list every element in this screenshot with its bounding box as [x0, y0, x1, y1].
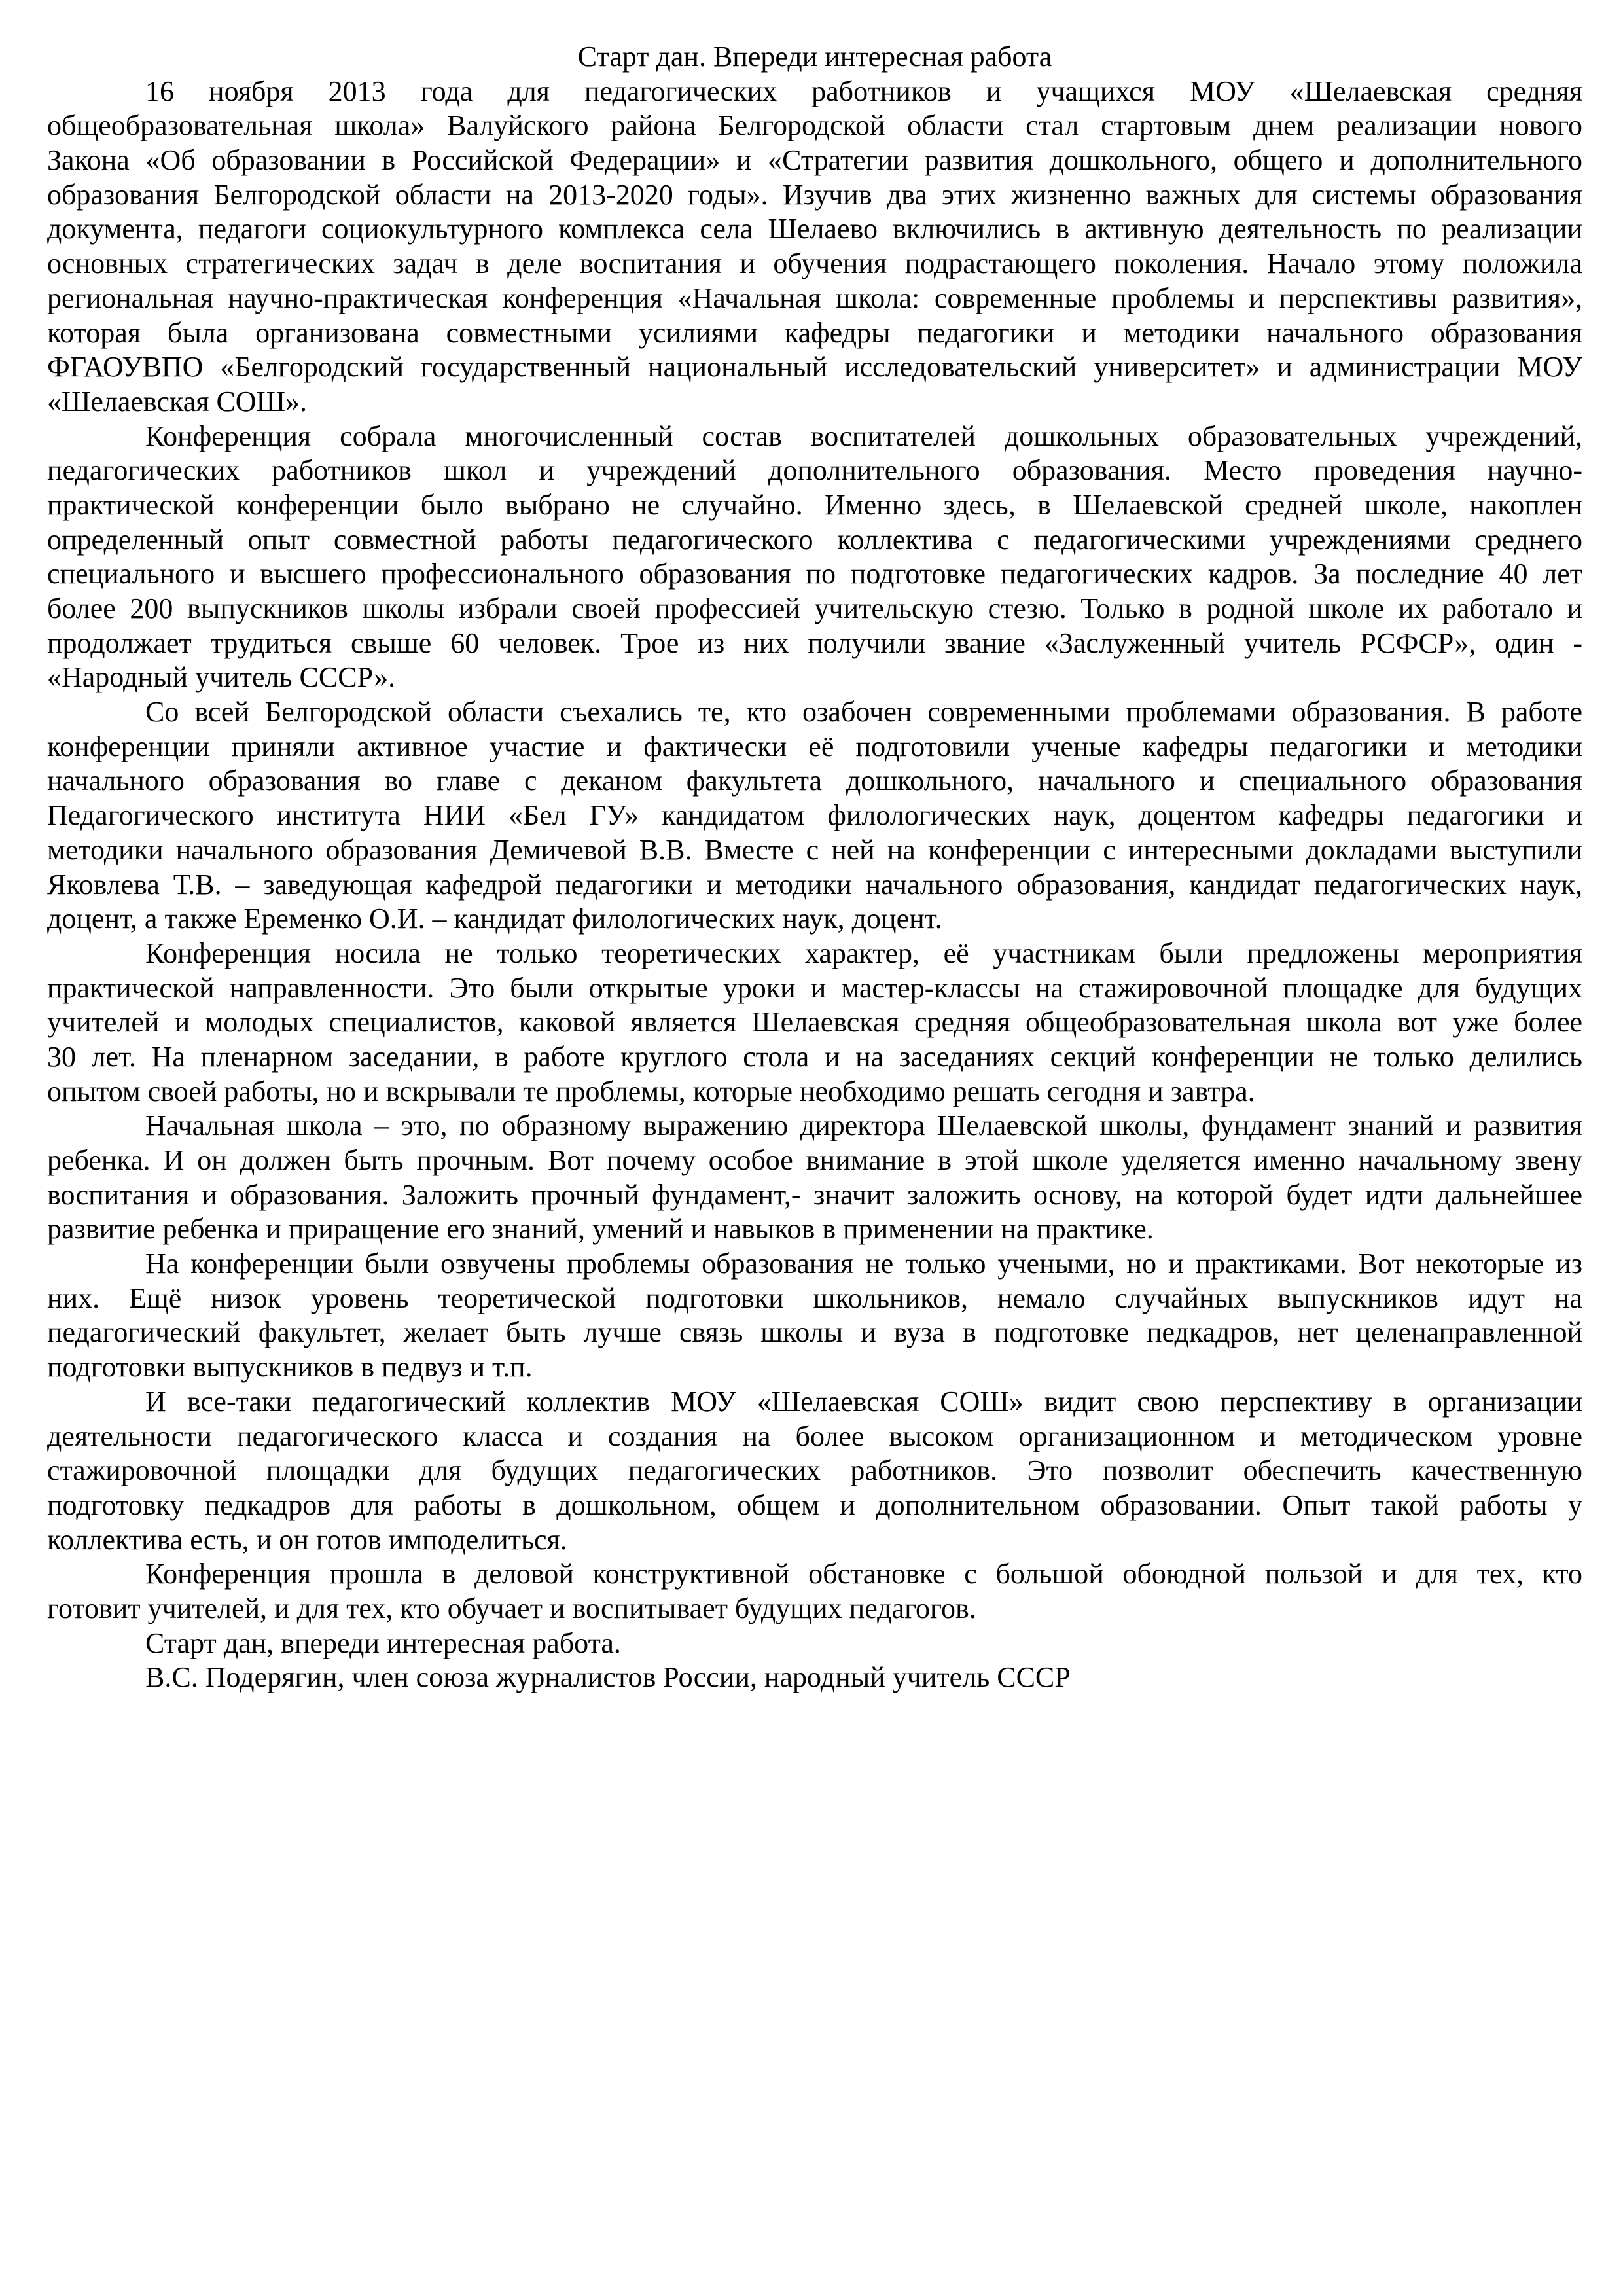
paragraph	[47, 75, 1582, 420]
article-title: Старт дан. Впереди интересная работа	[577, 41, 1052, 73]
paragraph-line: Конференция прошла в деловой конструктивной обстановке с большой обоюдной пользой и для тех, кто	[145, 1558, 1582, 1590]
paragraphs-container	[47, 75, 1582, 1626]
paragraph-line: готовит учителей, и для тех, кто обучает и воспитывает будущих педагогов.	[47, 1592, 976, 1624]
paragraph-line: общеобразовательная школа» Валуйского района Белгородской области стал стартовым днем реализации нового	[47, 109, 1582, 142]
paragraph-line: педагогический факультет, желает быть лучше связь школы и вуза в подготовке педкадров, нет целенаправленной	[47, 1316, 1582, 1349]
paragraph-line: подготовку педкадров для работы в дошкольном, общем и дополнительном образовании. Опыт такой работы у	[47, 1488, 1582, 1521]
paragraph-line: них. Ещё низок уровень теоретической подготовки школьников, немало случайных выпускников идут на	[47, 1282, 1582, 1314]
paragraph	[47, 420, 1582, 696]
paragraph-line: Конференция собрала многочисленный состав воспитателей дошкольных образовательных учреждений,	[145, 420, 1582, 452]
paragraph-line: образования Белгородской области на 2013-2020 годы». Изучив два этих жизненно важных для системы образования	[47, 178, 1582, 211]
paragraph-line: основных стратегических задач в деле воспитания и обучения подрастающего поколения. Начало этому положила	[47, 247, 1582, 280]
paragraph	[47, 1109, 1582, 1247]
paragraph-line: педагогических работников школ и учреждений дополнительного образования. Место проведения научно-	[47, 454, 1582, 487]
paragraph	[47, 1385, 1582, 1557]
paragraph	[47, 1557, 1582, 1626]
paragraph-line: коллектива есть, и он готов имподелиться.	[47, 1523, 567, 1556]
paragraph	[47, 937, 1582, 1109]
paragraph-line: Педагогического института НИИ «Бел ГУ» кандидатом филологических наук, доцентом кафедры педагогики и	[47, 799, 1582, 832]
paragraph-line: 30 лет. На пленарном заседании, в работе круглого стола и на заседаниях секций конференции не только делились	[47, 1040, 1582, 1073]
paragraph-line: определенный опыт совместной работы педагогического коллектива с педагогическими учреждениями среднего	[47, 523, 1582, 556]
paragraph-line: подготовки выпускников в педвуз и т.п.	[47, 1351, 533, 1384]
paragraph-line: Закона «Об образовании в Российской Федерации» и «Стратегии развития дошкольного, общего и дополнительного	[47, 144, 1582, 177]
paragraph-line: «Шелаевская СОШ».	[47, 385, 307, 418]
closing-line: Старт дан, впереди интересная работа.	[145, 1626, 621, 1659]
paragraph-line: методики начального образования Демичевой В.В. Вместе с ней на конференции с интересными докладами выступили	[47, 833, 1582, 866]
paragraph-line: продолжает трудиться свыше 60 человек. Трое из них получили звание «Заслуженный учитель РСФСР», один -	[47, 626, 1582, 659]
paragraph-line: 16 ноября 2013 года для педагогических работников и учащихся МОУ «Шелаевская средняя	[145, 75, 1582, 107]
paragraph-line: конференции приняли активное участие и фактически её подготовили ученые кафедры педагогики и методики	[47, 730, 1582, 762]
paragraph-line: Со всей Белгородской области съехались те, кто озабочен современными проблемами образования. В работе	[145, 696, 1582, 728]
paragraph-line: практической конференции было выбрано не случайно. Именно здесь, в Шелаевской средней школе, накоплен	[47, 488, 1582, 521]
paragraph-line: деятельности педагогического класса и создания на более высоком организационном и методическом уровне	[47, 1420, 1582, 1452]
paragraph-line: региональная научно-практическая конференция «Начальная школа: современные проблемы и перспективы развития»,	[47, 281, 1582, 314]
paragraph-line: развитие ребенка и приращение его знаний, умений и навыков в применении на практике.	[47, 1213, 1154, 1246]
paragraph-line: которая была организована совместными усилиями кафедры педагогики и методики начального образования	[47, 316, 1582, 349]
paragraph-line: опытом своей работы, но и вскрывали те проблемы, которые необходимо решать сегодня и завтра.	[47, 1075, 1255, 1107]
paragraph-line: документа, педагоги социокультурного комплекса села Шелаево включились в активную деятельность по реализации	[47, 213, 1582, 245]
paragraph-line: На конференции были озвучены проблемы образования не только учеными, но и практиками. Вот некоторые из	[145, 1247, 1582, 1280]
paragraph	[47, 695, 1582, 937]
paragraph-line: стажировочной площадки для будущих педагогических работников. Это позволит обеспечить качественную	[47, 1454, 1582, 1487]
paragraph-line: «Народный учитель СССР».	[47, 661, 396, 694]
paragraph-line: Начальная школа – это, по образному выражению директора Шелаевской школы, фундамент знаний и развития	[145, 1109, 1582, 1142]
paragraph-line: специального и высшего профессионального образования по подготовке педагогических кадров. За последние 40 лет	[47, 558, 1582, 590]
paragraph-line: воспитания и образования. Заложить прочный фундамент,- значит заложить основу, на которой будет идти дальнейшее	[47, 1178, 1582, 1211]
author-signature: В.С. Подерягин, член союза журналистов России, народный учитель СССР	[145, 1661, 1071, 1694]
paragraph-line: И все-таки педагогический коллектив МОУ «Шелаевская СОШ» видит свою перспективу в организации	[145, 1385, 1582, 1418]
paragraph-line: учителей и молодых специалистов, каковой является Шелаевская средняя общеобразовательная школа вот уже более	[47, 1006, 1582, 1039]
paragraph-line: более 200 выпускников школы избрали своей профессией учительскую стезю. Только в родной школе их работало и	[47, 592, 1582, 624]
paragraph-line: начального образования во главе с деканом факультета дошкольного, начального и специального образования	[47, 764, 1582, 797]
paragraph-line: доцент, а также Еременко О.И. – кандидат филологических наук, доцент.	[47, 903, 942, 935]
paragraph	[47, 1247, 1582, 1385]
paragraph-line: ФГАОУВПО «Белгородский государственный национальный исследовательский университет» и администрации МОУ	[47, 351, 1582, 384]
article-body	[47, 40, 1582, 1695]
paragraph-line: Яковлева Т.В. – заведующая кафедрой педагогики и методики начального образования, кандидат педагогических наук,	[47, 868, 1582, 901]
paragraph-line: ребенка. И он должен быть прочным. Вот почему особое внимание в этой школе уделяется именно начальному звену	[47, 1144, 1582, 1176]
paragraph-line: Конференция носила не только теоретических характер, её участникам были предложены мероприятия	[145, 937, 1582, 969]
paragraph-line: практической направленности. Это были открытые уроки и мастер-классы на стажировочной площадке для будущих	[47, 971, 1582, 1004]
